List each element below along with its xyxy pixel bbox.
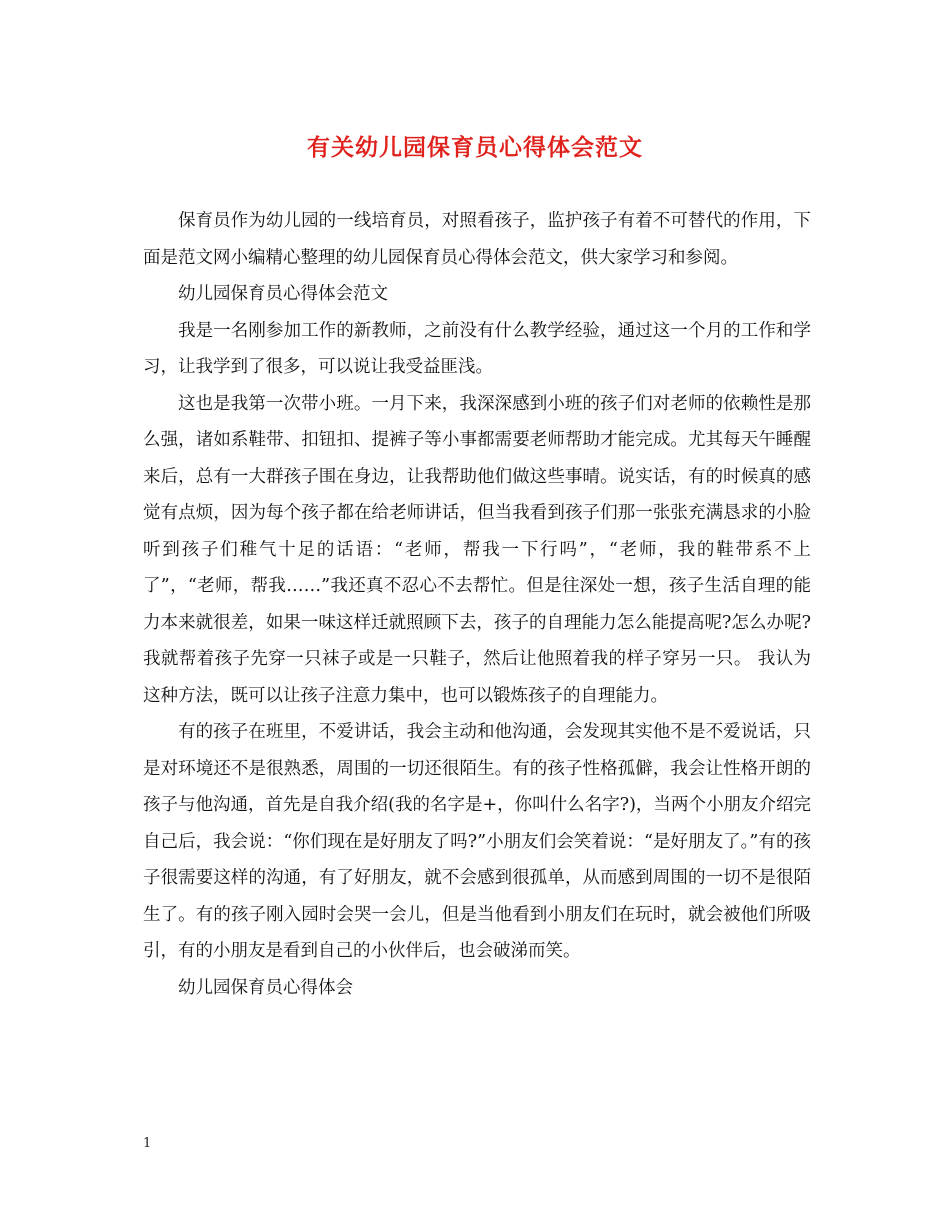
document-body xyxy=(143,203,811,1006)
section-heading: 幼儿园保育员心得体会范文 xyxy=(178,284,388,304)
paragraph-intro: 保育员作为幼儿园的一线培育员，对照看孩子，监护孩子有着不可替代的作用，下面是范文网小编精心整理的幼儿园保育员心得体会范文，供大家学习和参阅。 xyxy=(143,211,811,268)
paragraph: 这也是我第一次带小班。一月下来，我深深感到小班的孩子们对老师的依赖性是那么强，诸如系鞋带、扣钮扣、提裤子等小事都需要老师帮助才能完成。尤其每天午睡醒来后，总有一大群孩子围在身边，让我帮助他们做这些事晴。说实话，有的时候真的感觉有点烦，因为每个孩子都在给老师讲话，但当我看到孩子们那一张张充满恳求的小脸听到孩子们稚气十足的话语：“老师，帮我一下行吗”，“老师，我的鞋带系不上了”，“老师，帮我……”我还真不忍心不去帮忙。但是往深处一想，孩子生活自理的能力本来就很差，如果一味这样迁就照顾下去，孩子的自理能力怎么能提高呢?怎么办呢?我就帮着孩子先穿一只袜子或是一只鞋子，然后让他照着我的样子穿另一只。 我认为这种方法，既可以让孩子注意力集中，也可以锻炼孩子的自理能力。 xyxy=(143,393,811,706)
section-heading: 幼儿园保育员心得体会 xyxy=(178,977,353,998)
document-title: 有关幼儿园保育员心得体会范文 xyxy=(307,135,643,161)
paragraph: 有的孩子在班里，不爱讲话，我会主动和他沟通，会发现其实他不是不爱说话，只是对环境还不是很熟悉，周围的一切还很陌生。有的孩子性格孤僻，我会让性格开朗的孩子与他沟通，首先是自我介绍(我的名字是+，你叫什么名字?)，当两个小朋友介绍完自己后，我会说：“你们现在是好朋友了吗?”小朋友们会笑着说：“是好朋友了。”有的孩子很需要这样的沟通，有了好朋友，就不会感到很孤单，从而感到周围的一切不是很陌生了。有的孩子刚入园时会哭一会儿，但是当他看到小朋友们在玩时，就会被他们所吸引，有的小朋友是看到自己的小伙伴后，也会破涕而笑。 xyxy=(143,722,811,961)
paragraph: 我是一名刚参加工作的新教师，之前没有什么教学经验，通过这一个月的工作和学习，让我学到了很多，可以说让我受益匪浅。 xyxy=(143,320,811,377)
page-number: 1 xyxy=(143,1136,152,1151)
